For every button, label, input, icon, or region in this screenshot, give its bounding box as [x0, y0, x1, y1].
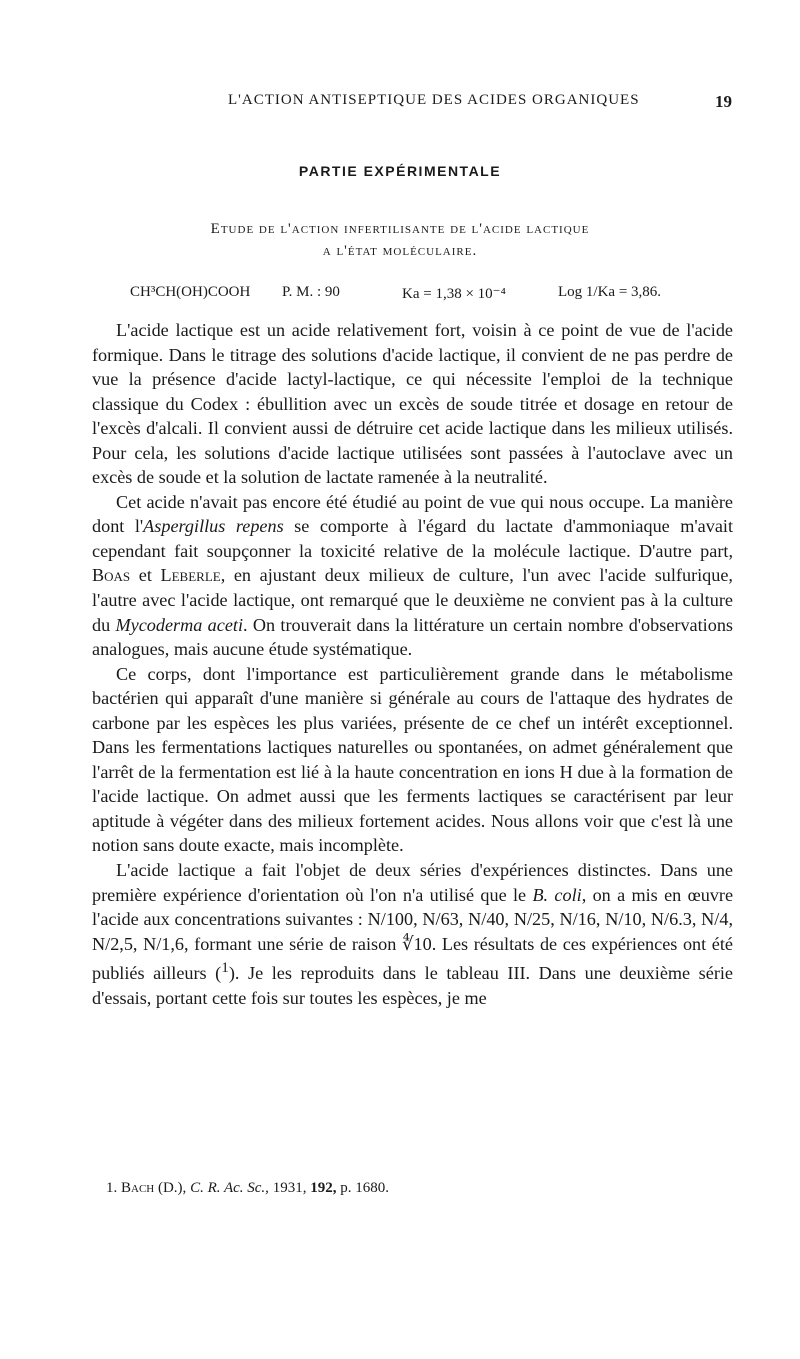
text-run: ). Je les reproduits dans le tableau III. Dans une deuxième série d'essais, portant cette fois sur toutes les espèces, je me: [92, 963, 733, 1008]
text-run: se comporte à l'égard du lactate d'ammoniaque m'avait cependant fait soupçonner la toxicité relative de la molécule lactique. D'autre part,: [92, 516, 733, 561]
series-ratio: ∜10: [401, 933, 432, 954]
text-run: et: [130, 565, 161, 586]
paragraph-3: Ce corps, dont l'importance est particulièrement grande dans le métabolisme bactérien qui apparaît d'une manière si générale au cours de l'attaque des hydrates de carbone par les espèces les plus variées, présente de ce chef un intérêt exceptionnel. Dans les fermentations lactiques naturelles ou spontanées, on admet généralement que l'arrêt de la fermentation est lié à la haute concentration en ions H due à la formation de l'acide lactique. On admet aussi que les ferments lactiques se caractérisent par leur aptitude à végéter dans des milieux fortement acides. Nous allons voir que c'est là une notion sans doute exacte, mais incomplète.: [92, 663, 733, 856]
text-run: L'acide lactique a fait l'objet de deux séries d'expériences distinctes. Dans une première expérience d'orientation où l'on n'a utilisé que le: [92, 860, 733, 905]
page-number: 19: [715, 92, 732, 111]
chemical-formula: CH³CH(OH)COOH: [130, 284, 251, 300]
paragraph-2: [92, 490, 733, 662]
footnote-number: 1.: [106, 1180, 118, 1196]
author-name: Boas: [92, 565, 131, 586]
molecular-weight: P. M. : 90: [282, 284, 340, 300]
log-constant: Log 1/Ka = 3,86.: [558, 284, 662, 300]
chemical-formula-line: [130, 284, 710, 306]
body-text: [92, 318, 733, 1010]
footnote-author: Bach: [121, 1180, 155, 1196]
footnote-reference: 1: [221, 959, 229, 977]
footnote-author-initial: (D.),: [157, 1180, 187, 1196]
running-head-title: L'ACTION ANTISEPTIQUE DES ACIDES ORGANIQUES: [228, 92, 640, 108]
footnote-pages: p. 1680.: [340, 1180, 389, 1196]
author-name: Leberle: [160, 565, 221, 586]
study-title-line-1: Etude de l'action infertilisante de l'acide lactique: [210, 221, 590, 237]
text-run: , on a mis en œuvre l'acide aux concentrations suivantes : N/100, N/63, N/40, N/25, N/16, N/10, N/6.3, N/4, N/2,5, N/1,6, formant une série de raison: [92, 884, 734, 954]
dissociation-constant: Ka = 1,38 × 10⁻⁴: [402, 286, 506, 302]
text-run: . On trouverait dans la littérature un certain nombre d'observations analogues, mais aucune étude systématique.: [92, 614, 733, 660]
footnote-year: 1931,: [272, 1180, 307, 1196]
footnote: [106, 1180, 726, 1197]
species-name: Mycoderma aceti: [115, 614, 244, 635]
study-title: [0, 218, 800, 262]
section-title: PARTIE EXPÉRIMENTALE: [298, 163, 502, 179]
text-run: . Les résultats de ces expériences ont été publiés ailleurs (: [92, 933, 734, 984]
footnote-volume: 192,: [310, 1180, 337, 1196]
text-run: , en ajustant deux milieux de culture, l'un avec l'acide sulfurique, l'autre avec l'acide lactique, ont remarqué que le deuxième ne convient pas à la culture du: [92, 565, 733, 635]
species-name: Aspergillus repens: [143, 516, 284, 537]
paragraph-4: [92, 858, 733, 1010]
species-name: B. coli: [532, 884, 582, 905]
text-run: Cet acide n'avait pas encore été étudié au point de vue qui nous occupe. La manière dont l': [92, 491, 733, 537]
paragraph-1: L'acide lactique est un acide relativement fort, voisin à ce point de vue de l'acide formique. Dans le titrage des solutions d'acide lactique, il convient de ne pas perdre de vue la présence d'acide lactyl-lactique, ce qui nécessite l'emploi de la technique classique du Codex : ébullition avec un excès de soude titrée et dosage en retour de l'excès d'alcali. Il convient aussi de détruire cet acide lactique dans les milieux utilisés. Pour cela, les solutions d'acide lactique utilisées sont passées à l'autoclave avec un excès de soude et la solution de lactate ramenée à la neutralité.: [92, 320, 733, 488]
footnote-journal: C. R. Ac. Sc.,: [190, 1180, 269, 1196]
study-title-line-2: a l'état moléculaire.: [322, 243, 478, 259]
